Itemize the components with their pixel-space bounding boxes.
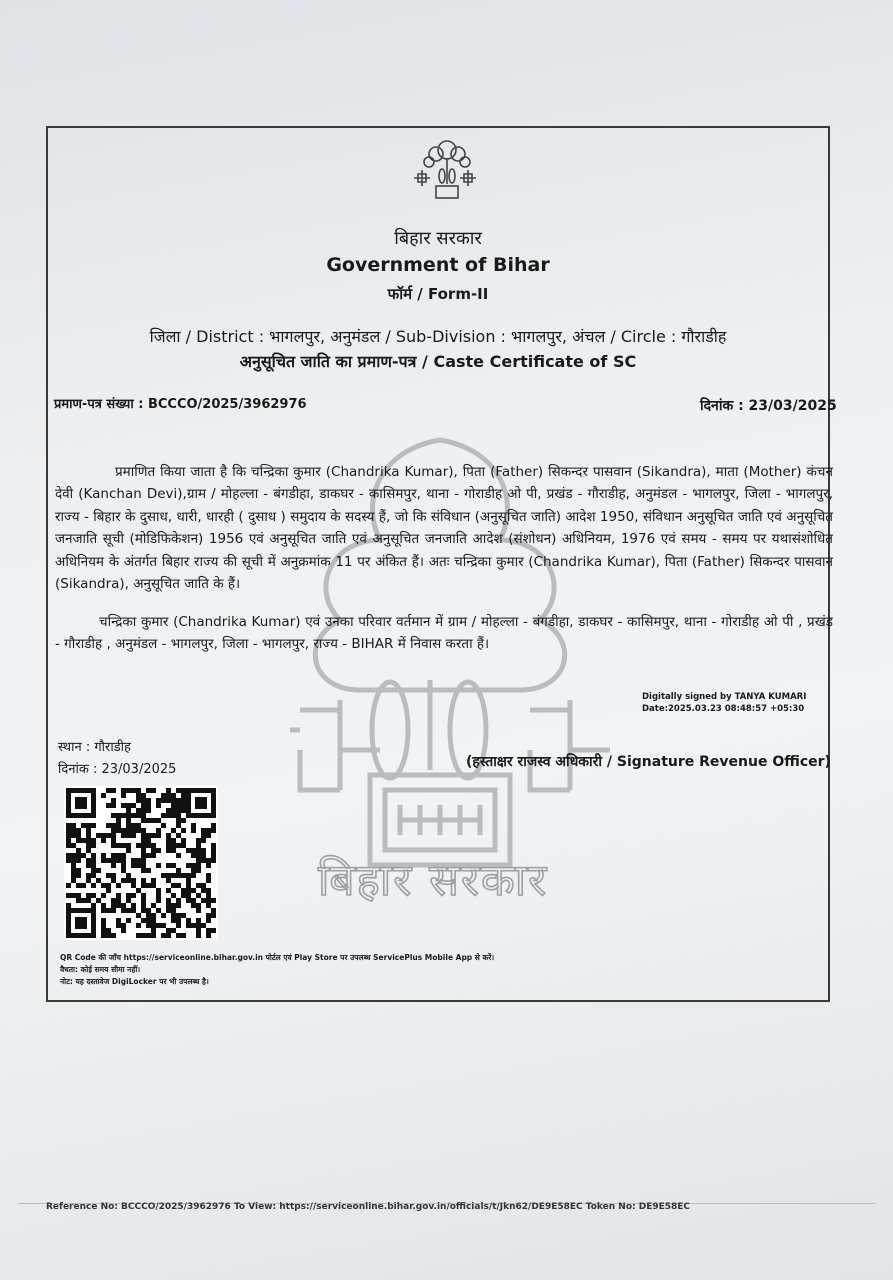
signature-officer: (हस्ताक्षर राजस्व अधिकारी / Signature Revenue Officer) [466, 754, 831, 770]
qr-code-icon [64, 786, 218, 940]
issue-date: दिनांक : 23/03/2025 [700, 398, 837, 414]
residence-paragraph: चन्द्रिका कुमार (Chandrika Kumar) एवं उनका परिवार वर्तमान में ग्राम / मोहल्ला - बंगडीहा, डाकघर - कासिमपुर, थाना - गोराडीह ओ पी , प्रखंड - गौराडीह , अनुमंडल - भागलपुर, जिला - भागलपुर, राज्य - BIHAR में निवास करता हैं। [55, 614, 833, 653]
watermark-text: बिहार सरकार [318, 855, 549, 906]
certificate-title: अनुसूचित जाति का प्रमाण-पत्र / Caste Certificate of SC [239, 352, 637, 371]
bihar-emblem-icon [414, 134, 480, 206]
place-date: दिनांक : 23/03/2025 [58, 762, 177, 777]
certificate-number: प्रमाण-पत्र संख्या : BCCCO/2025/3962976 [54, 397, 307, 412]
form-label: फॉर्म / Form-II [387, 285, 489, 303]
government-hindi: बिहार सरकार [394, 228, 482, 249]
qr-verification-note: QR Code की जाँच https://serviceonline.bihar.gov.in पोर्टल एवं Play Store पर उपलब्ध ServicePlus Mobile App से करें। [60, 953, 495, 962]
government-english: Government of Bihar [326, 254, 550, 276]
digital-signature-block [642, 691, 806, 715]
digital-signature-date: Date:2025.03.23 08:48:57 +05:30 [642, 704, 805, 714]
footer-reference: Reference No: BCCCO/2025/3962976 To View: https://serviceonline.bihar.gov.in/officials/t/Jkn62/DE9E58EC Token No: DE9E58EC [46, 1202, 691, 1212]
certification-paragraph: प्रमाणित किया जाता है कि चन्द्रिका कुमार (Chandrika Kumar), पिता (Father) सिकन्दर पासवान (Sikandra), माता (Mother) कंचन देवी (Kanchan Devi),ग्राम / मोहल्ला - बंगडीहा, डाकघर - कासिमपुर, थाना - गोराडीह ओ पी, प्रखंड - गौराडीह, अनुमंडल - भागलपुर, जिला - भागलपुर, राज्य - बिहार के दुसाध, धारी, धारही ( दुसाध ) समुदाय के सदस्य हैं, जो कि संविधान (अनुसूचित जाति) आदेश 1950, संविधान अनुसूचित जाति एवं अनुसूचित जनजाति सूची (मोडिफिकेशन) 1956 एवं अनुसूचित जाति एवं अनुसूचित जनजाति आदेश (संशोधन) अधिनियम, 1976 एवं समय - समय पर यथासंशोधित अधिनियम के अंतर्गत बिहार राज्य की सूची में अनुक्रमांक 11 पर अंकित हैं। अतः चन्द्रिका कुमार (Chandrika Kumar), पिता (Father) सिकन्दर पासवान (Sikandra), अनुसूचित जाति के हैं। [55, 464, 833, 593]
location-line: जिला / District : भागलपुर, अनुमंडल / Sub-Division : भागलपुर, अंचल / Circle : गौराडीह [149, 327, 727, 346]
digital-signature-name: Digitally signed by TANYA KUMARI [642, 692, 807, 702]
validity-note: वैधता: कोई समय सीमा नहीं। [60, 965, 141, 974]
place: स्थान : गौराडीह [58, 740, 131, 755]
digilocker-note: नोट: यह दस्तावेज DigiLocker पर भी उपलब्ध है। [60, 977, 209, 986]
